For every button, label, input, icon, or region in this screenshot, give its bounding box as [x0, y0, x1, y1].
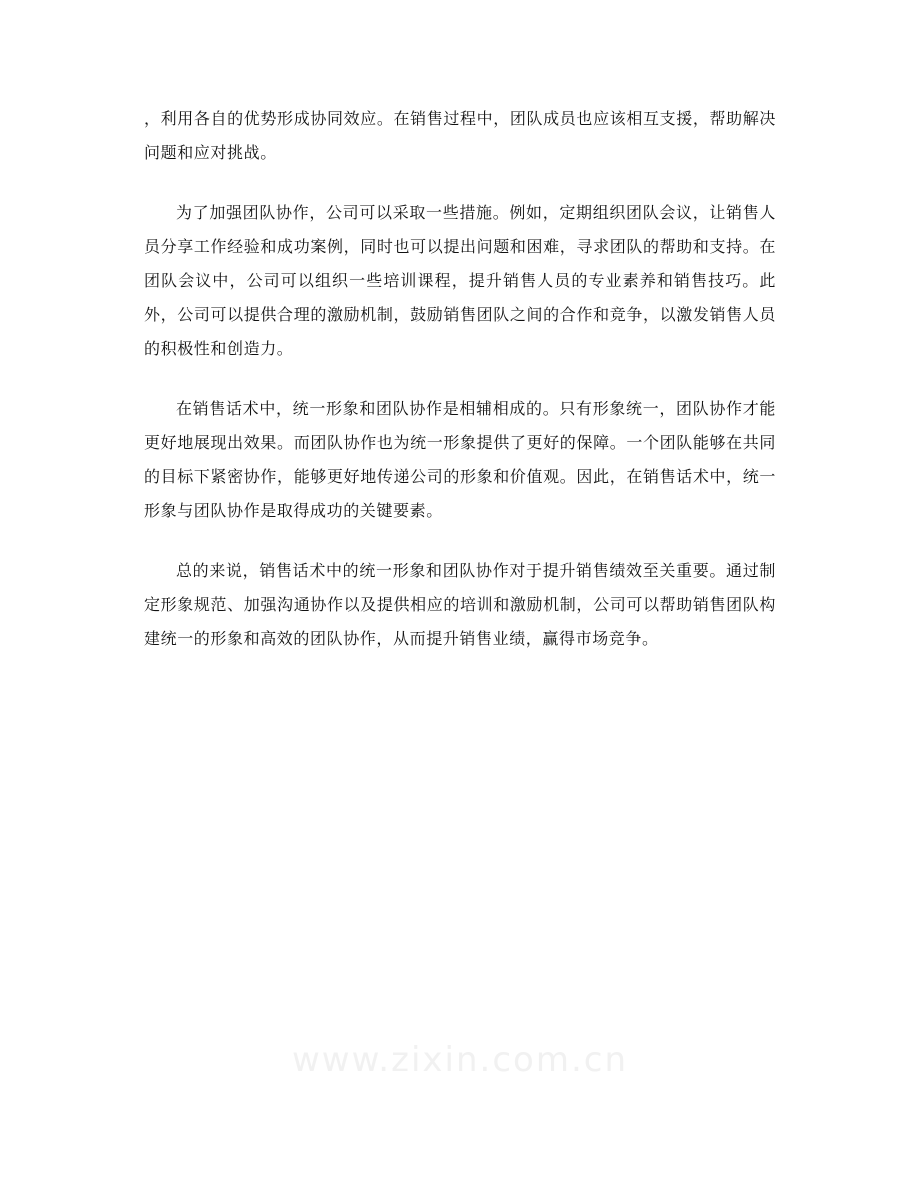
paragraph-1: ，利用各自的优势形成协同效应。在销售过程中，团队成员也应该相互支援，帮助解决问题和应对挑战。	[144, 109, 776, 162]
document-body	[144, 102, 776, 682]
paragraph-3: 在销售话术中，统一形象和团队协作是相辅相成的。只有形象统一，团队协作才能更好地展现出效果。而团队协作也为统一形象提供了更好的保障。一个团队能够在共同的目标下紧密协作，能够更好地传递公司的形象和价值观。因此，在销售话术中，统一形象与团队协作是取得成功的关键要素。	[144, 399, 776, 520]
paragraph-2: 为了加强团队协作，公司可以采取一些措施。例如，定期组织团队会议，让销售人员分享工作经验和成功案例，同时也可以提出问题和困难，寻求团队的帮助和支持。在团队会议中，公司可以组织一些培训课程，提升销售人员的专业素养和销售技巧。此外，公司可以提供合理的激励机制，鼓励销售团队之间的合作和竞争，以激发销售人员的积极性和创造力。	[144, 203, 776, 358]
watermark: www.zixin.com.cn	[292, 1040, 628, 1080]
paragraph-4: 总的来说，销售话术中的统一形象和团队协作对于提升销售绩效至关重要。通过制定形象规范、加强沟通协作以及提供相应的培训和激励机制，公司可以帮助销售团队构建统一的形象和高效的团队协作，从而提升销售业绩，赢得市场竞争。	[144, 561, 776, 648]
